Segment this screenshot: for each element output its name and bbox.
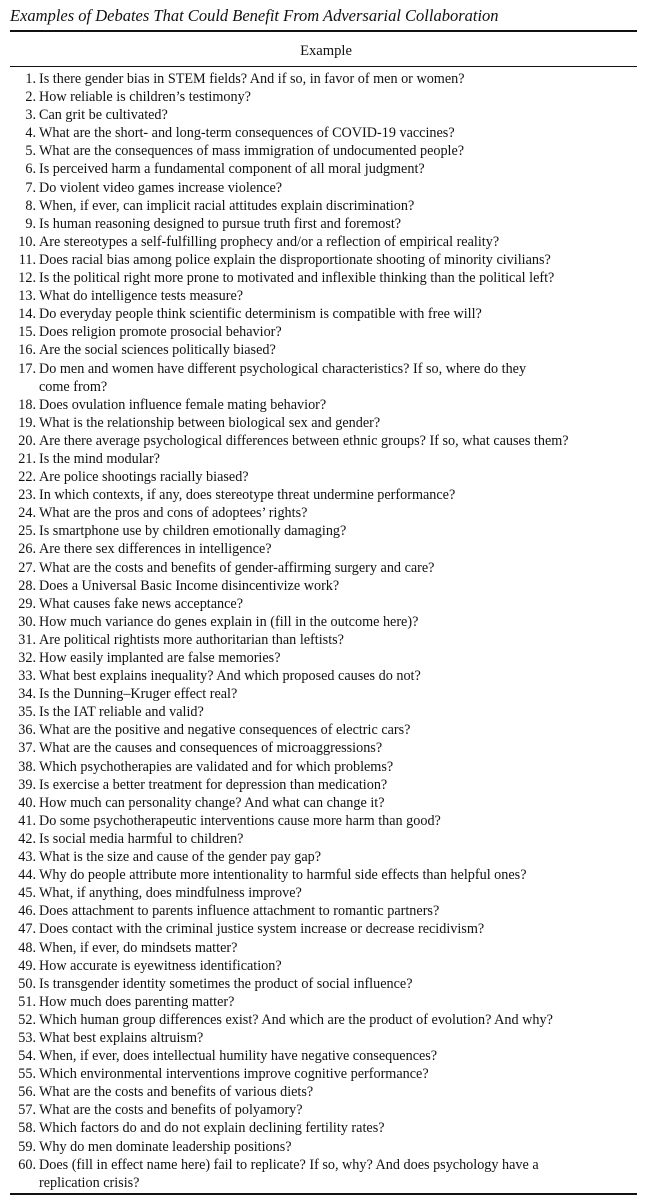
item-text: Is the IAT reliable and valid? (39, 704, 204, 721)
list-item (10, 721, 646, 739)
item-text: What are the short- and long-term consequences of COVID-19 vaccines? (39, 125, 455, 142)
item-number: 17. (18, 360, 36, 377)
item-text: Does ovulation influence female mating behavior? (39, 396, 327, 413)
list-item (10, 577, 646, 595)
list-item (10, 812, 646, 830)
item-text: Why do men dominate leadership positions? (39, 1138, 292, 1155)
list-item (10, 233, 646, 251)
list-item (10, 522, 646, 540)
item-text: What are the pros and cons of adoptees’ rights? (39, 505, 308, 522)
item-number: 46. (18, 903, 36, 920)
item-text: Do everyday people think scientific determinism is compatible with free will? (39, 306, 482, 323)
list-item (10, 848, 646, 866)
item-number: 57. (18, 1102, 36, 1119)
item-text: When, if ever, can implicit racial attitudes explain discrimination? (39, 197, 415, 214)
item-number: 12. (18, 270, 36, 287)
item-number: 13. (18, 288, 36, 305)
item-number: 44. (18, 867, 36, 884)
list-item (10, 685, 646, 703)
item-number: 36. (18, 722, 36, 739)
item-text: Are political rightists more authoritarian than leftists? (39, 631, 344, 648)
item-number: 41. (18, 812, 36, 829)
item-text: How much can personality change? And what can change it? (39, 794, 385, 811)
item-number: 40. (18, 794, 36, 811)
item-text: Does racial bias among police explain the disproportionate shooting of minority civilians? (39, 251, 551, 268)
item-number: 15. (18, 324, 36, 341)
item-text: What is the relationship between biological sex and gender? (39, 414, 381, 431)
list-item (10, 179, 646, 197)
item-text: Does (fill in effect name here) fail to replicate? If so, why? And does psychology have a (39, 1156, 539, 1173)
item-number: 51. (18, 993, 36, 1010)
item-text: Is there gender bias in STEM fields? And if so, in favor of men or women? (39, 71, 465, 87)
item-text: Do men and women have different psychological characteristics? If so, where do they (39, 360, 527, 377)
item-text: When, if ever, does intellectual humility have negative consequences? (39, 1048, 438, 1065)
item-number: 7. (25, 179, 36, 196)
list-item (10, 1011, 646, 1029)
item-number: 26. (18, 541, 36, 558)
list-item (10, 758, 646, 776)
item-number: 47. (18, 921, 36, 938)
item-number: 8. (25, 197, 36, 214)
item-number: 37. (18, 740, 36, 757)
item-text: Can grit be cultivated? (39, 107, 168, 124)
list-item (10, 396, 646, 414)
item-text: How accurate is eyewitness identification? (39, 957, 282, 974)
item-number: 28. (18, 577, 36, 594)
item-number: 18. (18, 396, 36, 413)
item-number: 19. (18, 414, 36, 431)
item-text: Are there sex differences in intelligence? (39, 541, 272, 558)
list-item (10, 794, 646, 812)
list-item (10, 504, 646, 522)
list-item (10, 160, 646, 178)
item-text: Does religion promote prosocial behavior? (39, 324, 282, 341)
item-number: 27. (18, 559, 36, 576)
item-text: What are the positive and negative consequences of electric cars? (39, 722, 411, 739)
list-item (10, 1065, 646, 1083)
list-item (10, 215, 646, 233)
item-number: 49. (18, 957, 36, 974)
list-item (10, 939, 646, 957)
table-title: Examples of Debates That Could Benefit From Adversarial Collaboration (10, 6, 499, 25)
item-text: What are the consequences of mass immigration of undocumented people? (39, 143, 465, 160)
item-number: 9. (25, 215, 36, 232)
list-item (10, 1138, 646, 1156)
header-rule (10, 66, 637, 67)
item-number: 24. (18, 505, 36, 522)
item-text: Are stereotypes a self-fulfilling prophecy and/or a reflection of empirical reality? (39, 233, 500, 250)
item-number: 16. (18, 342, 36, 359)
item-text: What are the costs and benefits of gender-affirming surgery and care? (39, 559, 435, 576)
item-text: Is exercise a better treatment for depression than medication? (39, 776, 388, 793)
item-number: 33. (18, 668, 36, 685)
item-text: Is smartphone use by children emotionally damaging? (39, 523, 347, 540)
item-number: 45. (18, 885, 36, 902)
item-number: 39. (18, 776, 36, 793)
list-item (10, 613, 646, 631)
list-item (10, 450, 646, 468)
item-number: 3. (25, 107, 36, 124)
list-item (10, 830, 646, 848)
list-item (10, 142, 646, 160)
list-item (10, 1156, 646, 1174)
list-item (10, 468, 646, 486)
item-number: 56. (18, 1084, 36, 1101)
item-text: Are there average psychological differences between ethnic groups? If so, what causes them? (39, 432, 569, 449)
item-text: Do some psychotherapeutic interventions cause more harm than good? (39, 812, 441, 829)
list-item (10, 486, 646, 504)
item-number: 29. (18, 595, 36, 612)
item-number: 32. (18, 650, 36, 666)
column-header: Example (300, 43, 352, 59)
item-number: 34. (18, 686, 36, 703)
debate-list (10, 70, 646, 1192)
list-item (10, 649, 646, 667)
list-item (10, 920, 646, 938)
item-text: When, if ever, do mindsets matter? (39, 939, 238, 956)
list-item (10, 902, 646, 920)
item-text: Which environmental interventions improve cognitive performance? (39, 1066, 429, 1083)
item-number: 38. (18, 758, 36, 775)
item-number: 11. (18, 251, 36, 268)
list-item (10, 414, 646, 432)
item-number: 2. (25, 89, 36, 106)
item-text: replication crisis? (39, 1174, 140, 1191)
list-item (10, 631, 646, 649)
item-text: How much variance do genes explain in (fill in the outcome here)? (39, 613, 419, 630)
list-item (10, 884, 646, 902)
list-item (10, 124, 646, 142)
item-text: Are police shootings racially biased? (39, 469, 249, 486)
item-text: What do intelligence tests measure? (39, 288, 244, 305)
item-number: 31. (18, 631, 36, 648)
item-text: What are the costs and benefits of polyamory? (39, 1102, 303, 1119)
item-number: 4. (25, 125, 36, 142)
item-text: come from? (39, 378, 108, 395)
list-item (10, 106, 646, 124)
item-number: 50. (18, 975, 36, 992)
list-item (10, 432, 646, 450)
item-number: 20. (18, 432, 36, 449)
item-text: What are the causes and consequences of microaggressions? (39, 740, 383, 757)
item-text: How easily implanted are false memories? (39, 650, 281, 666)
item-number: 6. (25, 161, 36, 178)
list-item (10, 595, 646, 613)
item-text: Do violent video games increase violence? (39, 179, 283, 196)
item-number: 52. (18, 1011, 36, 1028)
list-item (10, 975, 646, 993)
list-item (10, 305, 646, 323)
list-item (10, 360, 646, 378)
list-item (10, 341, 646, 359)
item-text: Is perceived harm a fundamental component of all moral judgment? (39, 161, 425, 178)
item-text: Is the mind modular? (39, 450, 160, 467)
item-number: 30. (18, 613, 36, 630)
item-number: 21. (18, 450, 36, 467)
item-text: What, if anything, does mindfulness improve? (39, 885, 302, 902)
item-number: 14. (18, 306, 36, 323)
item-text: Does attachment to parents influence attachment to romantic partners? (39, 903, 440, 920)
item-number: 1. (25, 71, 36, 87)
list-item (10, 88, 646, 106)
list-item (10, 323, 646, 341)
item-number: 42. (18, 830, 36, 847)
list-item (10, 1029, 646, 1047)
item-text: What best explains altruism? (39, 1029, 204, 1046)
list-item (10, 251, 646, 269)
item-text: Does contact with the criminal justice system increase or decrease recidivism? (39, 921, 485, 938)
list-item (10, 70, 646, 88)
item-text: Does a Universal Basic Income disincentivize work? (39, 577, 340, 594)
item-number: 59. (18, 1138, 36, 1155)
item-text: Are the social sciences politically biased? (39, 342, 276, 359)
list-item (10, 559, 646, 577)
list-item (10, 993, 646, 1011)
item-number: 48. (18, 939, 36, 956)
list-item (10, 287, 646, 305)
item-number: 54. (18, 1048, 36, 1065)
item-text: What causes fake news acceptance? (39, 595, 244, 612)
item-number: 35. (18, 704, 36, 721)
list-item (10, 776, 646, 794)
item-text: Which human group differences exist? And which are the product of evolution? And why? (39, 1011, 553, 1028)
item-text: How reliable is children’s testimony? (39, 89, 251, 106)
list-item (10, 1101, 646, 1119)
item-number: 60. (18, 1156, 36, 1173)
list-item (10, 197, 646, 215)
item-number: 53. (18, 1029, 36, 1046)
item-number: 23. (18, 487, 36, 504)
item-text: Is the political right more prone to motivated and inflexible thinking than the political left? (39, 270, 555, 287)
list-item (10, 269, 646, 287)
list-item-continuation (10, 378, 646, 396)
item-number: 5. (25, 143, 36, 160)
list-item (10, 739, 646, 757)
item-text: Is social media harmful to children? (39, 830, 244, 847)
bottom-rule (10, 1193, 637, 1195)
list-item (10, 1119, 646, 1137)
item-text: In which contexts, if any, does stereotype threat undermine performance? (39, 487, 456, 504)
item-text: How much does parenting matter? (39, 993, 235, 1010)
item-number: 10. (18, 233, 36, 250)
item-text: What is the size and cause of the gender pay gap? (39, 849, 322, 866)
item-number: 58. (18, 1120, 36, 1137)
item-number: 43. (18, 849, 36, 866)
item-text: Which psychotherapies are validated and for which problems? (39, 758, 394, 775)
item-number: 22. (18, 469, 36, 486)
list-item (10, 540, 646, 558)
item-text: What are the costs and benefits of various diets? (39, 1084, 314, 1101)
item-text: Why do people attribute more intentionality to harmful side effects than helpful ones? (39, 867, 527, 884)
item-text: What best explains inequality? And which proposed causes do not? (39, 668, 421, 685)
list-item (10, 957, 646, 975)
top-rule (10, 30, 637, 32)
list-item (10, 703, 646, 721)
item-number: 25. (18, 523, 36, 540)
item-text: Is human reasoning designed to pursue truth first and foremost? (39, 215, 402, 232)
list-item-continuation (10, 1174, 646, 1192)
item-number: 55. (18, 1066, 36, 1083)
item-text: Is the Dunning–Kruger effect real? (39, 686, 238, 703)
item-text: Is transgender identity sometimes the product of social influence? (39, 975, 413, 992)
list-item (10, 866, 646, 884)
list-item (10, 667, 646, 685)
list-item (10, 1083, 646, 1101)
item-text: Which factors do and do not explain declining fertility rates? (39, 1120, 385, 1137)
list-item (10, 1047, 646, 1065)
